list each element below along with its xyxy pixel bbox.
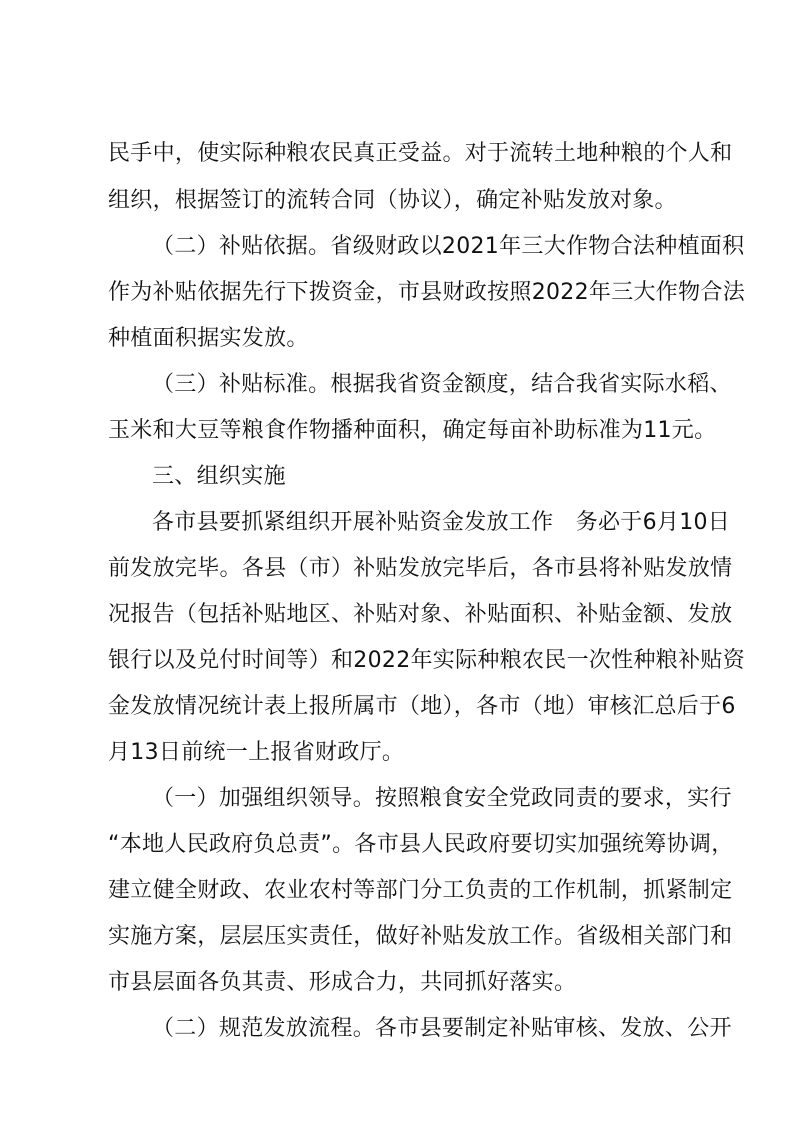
text-line: 种植面积据实发放。	[108, 326, 309, 351]
text-line: 金发放情况统计表上报所属市（地），各市（地）审核汇总后于6	[108, 694, 736, 719]
text-line: 银行以及兑付时间等）和2022年实际种粮农民一次性种粮补贴资	[108, 648, 745, 673]
text-line: 建立健全财政、农业农村等部门分工负责的工作机制，抓紧制定	[108, 878, 733, 903]
text-line: （三）补贴标准。根据我省资金额度，结合我省实际水稻、	[152, 372, 732, 397]
text-line: 各市县要抓紧组织开展补贴资金发放工作 务必于6月10日	[152, 510, 731, 535]
text-line: 组织，根据签订的流转合同（协议），确定补贴发放对象。	[108, 188, 677, 213]
section-heading: 三、组织实施	[152, 464, 286, 489]
text-line: （二）补贴依据。省级财政以2021年三大作物合法种植面积	[152, 234, 745, 259]
text-line: （二）规范发放流程。各市县要制定补贴审核、发放、公开	[152, 1016, 732, 1041]
text-line: 实施方案，层层压实责任，做好补贴发放工作。省级相关部门和	[108, 924, 733, 949]
text-line: 月13日前统一上报省财政厅。	[108, 740, 405, 765]
text-line: “本地人民政府负总责”。各市县人民政府要切实加强统筹协调，	[108, 832, 734, 857]
text-line: 况报告（包括补贴地区、补贴对象、补贴面积、补贴金额、发放	[108, 602, 733, 627]
text-line: 民手中，使实际种粮农民真正受益。对于流转土地种粮的个人和	[108, 141, 733, 166]
text-line: 前发放完毕。各县（市）补贴发放完毕后，各市县将补贴发放情	[108, 556, 733, 581]
text-line: 作为补贴依据先行下拨资金，市县财政按照2022年三大作物合法	[108, 280, 745, 305]
text-line: 市县层面各负其责、形成合力，共同抓好落实。	[108, 970, 577, 995]
text-line: 玉米和大豆等粮食作物播种面积，确定每亩补助标准为11元。	[108, 418, 717, 443]
text-line: （一）加强组织领导。按照粮食安全党政同责的要求，实行	[152, 786, 732, 811]
